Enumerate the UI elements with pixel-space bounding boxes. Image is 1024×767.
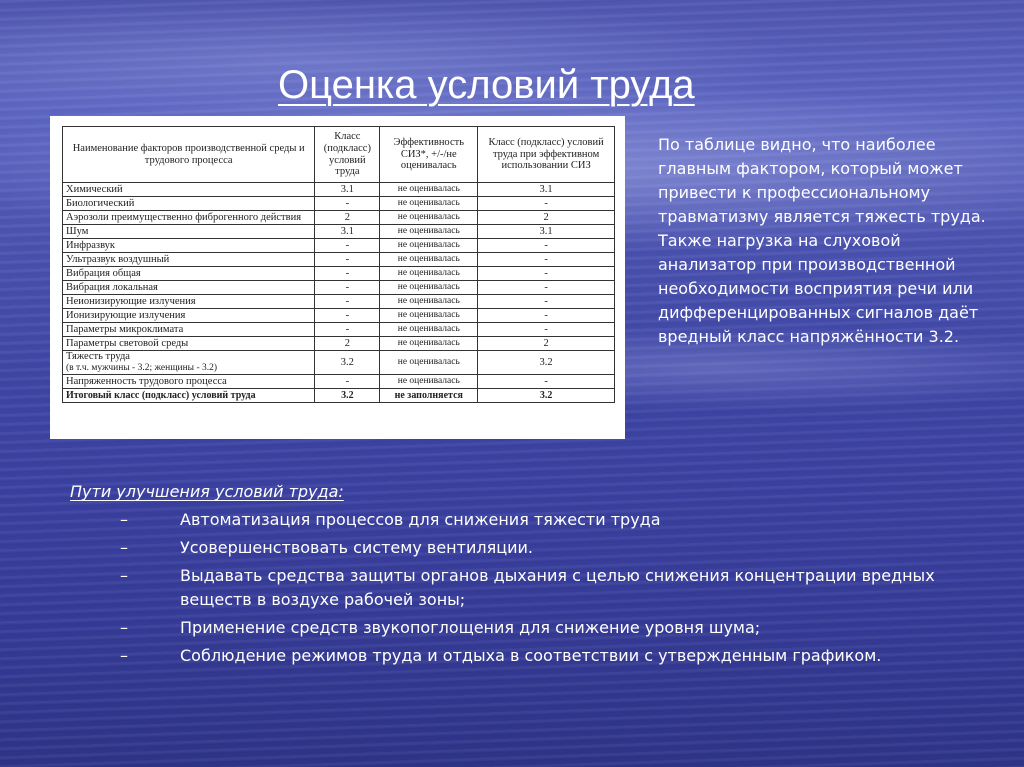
table-row: [63, 267, 615, 281]
cell-class-with-siz: 3.1: [478, 225, 615, 239]
cell-class: -: [315, 253, 380, 267]
table-row: [63, 281, 615, 295]
cell-class-with-siz: 2: [478, 211, 615, 225]
factor-name: Тяжесть труда: [66, 351, 130, 362]
factor-name: Аэрозоли преимущественно фиброгенного действия: [66, 211, 302, 223]
cell-class-with-siz: -: [478, 374, 615, 388]
cell-class-with-siz: -: [478, 267, 615, 281]
cell-class: -: [315, 281, 380, 295]
cell-efficiency: не оценивалась: [380, 281, 478, 295]
cell-class: 3.1: [315, 225, 380, 239]
factor-name: Ультразвук воздушный: [66, 253, 170, 265]
factor-name: Химический: [66, 183, 123, 195]
cell-class: -: [315, 295, 380, 309]
cell-class-with-siz: 2: [478, 337, 615, 351]
factor-name: Напряженность трудового процесса: [66, 375, 227, 387]
factor-name: Ионизирующие излучения: [66, 309, 186, 321]
improvements-list: [118, 508, 998, 672]
table-row: [63, 323, 615, 337]
table-header-row: [63, 127, 615, 183]
improvements-title: Пути улучшения условий труда:: [70, 482, 344, 501]
cell-efficiency: не оценивалась: [380, 323, 478, 337]
cell-class-with-siz: -: [478, 309, 615, 323]
cell-class: -: [315, 239, 380, 253]
improvement-item: [118, 508, 998, 532]
improvement-item: [118, 536, 998, 560]
header-efficiency: Эффективность СИЗ*, +/-/не оценивалась: [380, 127, 478, 183]
cell-class: -: [315, 374, 380, 388]
cell-class: 3.1: [315, 183, 380, 197]
header-class-with-siz: Класс (подкласс) условий труда при эффективном использовании СИЗ: [478, 127, 615, 183]
factor-subnote: (в т.ч. мужчины - 3.2; женщины - 3.2): [66, 363, 218, 374]
cell-efficiency: не оценивалась: [380, 239, 478, 253]
cell-efficiency: не оценивалась: [380, 253, 478, 267]
table-row: [63, 225, 615, 239]
cell-factor: [63, 388, 315, 402]
cell-class-with-siz: -: [478, 197, 615, 211]
cell-factor: [63, 351, 315, 375]
cell-efficiency: не оценивалась: [380, 211, 478, 225]
cell-efficiency: не оценивалась: [380, 267, 478, 281]
cell-efficiency: не оценивалась: [380, 337, 478, 351]
cell-factor: [63, 323, 315, 337]
cell-class: 3.2: [315, 351, 380, 375]
table-row: [63, 211, 615, 225]
cell-factor: [63, 239, 315, 253]
cell-efficiency: не оценивалась: [380, 351, 478, 375]
cell-efficiency: не оценивалась: [380, 309, 478, 323]
factor-name: Итоговый класс (подкласс) условий труда: [66, 389, 256, 401]
factor-name: Вибрация локальная: [66, 281, 158, 293]
cell-efficiency: не оценивалась: [380, 197, 478, 211]
conditions-table: [62, 126, 615, 403]
cell-factor: [63, 374, 315, 388]
improvement-item: [118, 564, 998, 612]
header-factor: Наименование факторов производственной среды и трудового процесса: [63, 127, 315, 183]
cell-class: -: [315, 267, 380, 281]
factor-name: Шум: [66, 225, 89, 237]
cell-efficiency: не оценивалась: [380, 225, 478, 239]
improvement-text: Соблюдение режимов труда и отдыха в соответствии с утвержденным графиком.: [180, 646, 882, 665]
dash-bullet: –: [120, 618, 128, 637]
improvement-item: [118, 616, 998, 640]
factor-name: Инфразвук: [66, 239, 116, 251]
improvement-text: Применение средств звукопоглощения для снижение уровня шума;: [180, 618, 761, 637]
cell-factor: [63, 309, 315, 323]
dash-bullet: –: [120, 646, 128, 665]
header-class: Класс (подкласс) условий труда: [315, 127, 380, 183]
cell-class: 3.2: [315, 388, 380, 402]
table-row: [63, 351, 615, 375]
cell-factor: [63, 295, 315, 309]
cell-class: -: [315, 197, 380, 211]
cell-class-with-siz: -: [478, 253, 615, 267]
improvement-text: Выдавать средства защиты органов дыхания с целью снижения концентрации вредных веществ в воздухе рабочей зоны;: [180, 566, 935, 609]
dash-bullet: –: [120, 538, 128, 557]
cell-factor: [63, 337, 315, 351]
table-row: [63, 253, 615, 267]
factor-name: Вибрация общая: [66, 267, 141, 279]
dash-bullet: –: [120, 510, 128, 529]
table-row: [63, 374, 615, 388]
improvement-text: Усовершенствовать систему вентиляции.: [180, 538, 533, 557]
cell-class: 2: [315, 211, 380, 225]
cell-efficiency: не оценивалась: [380, 295, 478, 309]
cell-class: 2: [315, 337, 380, 351]
cell-factor: [63, 253, 315, 267]
conditions-table-image: [50, 116, 625, 439]
cell-factor: [63, 211, 315, 225]
cell-class-with-siz: 3.1: [478, 183, 615, 197]
table-row: [63, 183, 615, 197]
cell-factor: [63, 225, 315, 239]
factor-name: Неионизирующие излучения: [66, 295, 196, 307]
description-text: По таблице видно, что наиболее главным фактором, который может привести к профессиональному травматизму является тяжесть труда. Также нагрузка на слуховой анализатор при производственной необходимости восприятия речи или дифференцированных сигналов даёт вредный класс напряжённости 3.2.: [658, 135, 986, 346]
cell-class: -: [315, 323, 380, 337]
cell-factor: [63, 183, 315, 197]
dash-bullet: –: [120, 566, 128, 585]
improvement-text: Автоматизация процессов для снижения тяжести труда: [180, 510, 661, 529]
cell-class-with-siz: -: [478, 295, 615, 309]
cell-factor: [63, 197, 315, 211]
cell-class-with-siz: 3.2: [478, 351, 615, 375]
cell-efficiency: не оценивалась: [380, 374, 478, 388]
factor-name: Параметры микроклимата: [66, 323, 184, 335]
improvement-item: [118, 644, 998, 668]
cell-efficiency: не оценивалась: [380, 183, 478, 197]
table-row: [63, 309, 615, 323]
table-row: [63, 197, 615, 211]
table-row: [63, 239, 615, 253]
cell-factor: [63, 281, 315, 295]
cell-class-with-siz: -: [478, 323, 615, 337]
cell-class: -: [315, 309, 380, 323]
slide-title: Оценка условий труда: [278, 63, 695, 107]
factor-name: Биологический: [66, 197, 135, 209]
table-row: [63, 337, 615, 351]
cell-factor: [63, 267, 315, 281]
cell-class-with-siz: -: [478, 239, 615, 253]
cell-efficiency: не заполняется: [380, 388, 478, 402]
cell-class-with-siz: -: [478, 281, 615, 295]
factor-name: Параметры световой среды: [66, 337, 189, 349]
cell-class-with-siz: 3.2: [478, 388, 615, 402]
table-row: [63, 388, 615, 402]
table-row: [63, 295, 615, 309]
